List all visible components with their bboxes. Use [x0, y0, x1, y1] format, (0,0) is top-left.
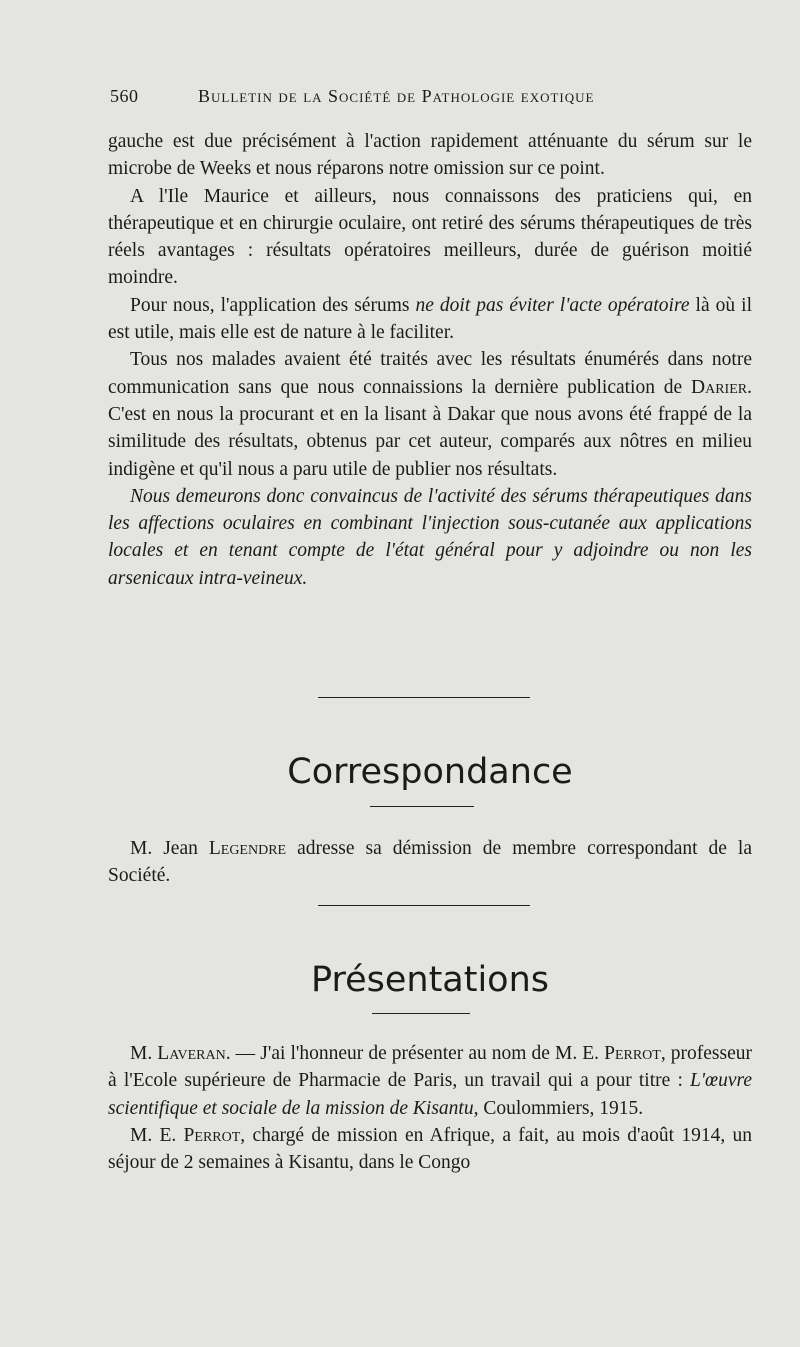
text-run: M. Jean: [130, 838, 209, 859]
paragraph: [108, 346, 752, 482]
text-run: M.: [130, 1043, 158, 1064]
page-number: 560: [110, 86, 139, 106]
heading-correspondance: Correspondance: [287, 752, 573, 792]
heading-underline: [370, 806, 474, 807]
paragraph: [108, 1040, 752, 1122]
paragraph: A l'Ile Maurice et ailleurs, nous connaissons des praticiens qui, en thérapeutique et en chirurgie oculaire, ont retiré des sérums thérapeutiques de très réels avantages : résultats opératoires meilleurs, durée de guérison moitié moindre.: [108, 185, 752, 289]
work-title: L'œuvre scientifique et sociale de la mission de Kisantu: [108, 1070, 752, 1119]
emphasis-text: Nous demeurons donc convaincus de l'activité des sérums thérapeutiques dans les affections oculaires en combinant l'injection sous-cutanée aux applications locales et en tenant compte de l'état général pour y adjoindre ou non les arsenicaux intra-veineux.: [108, 485, 752, 589]
running-header: [110, 86, 670, 116]
correspondance-text: [108, 835, 752, 890]
running-title: Bulletin de la Société de Pathologie exotique: [198, 86, 595, 106]
text-run: . — J'ai l'honneur de présenter au nom de M. E.: [225, 1043, 605, 1064]
paragraph: [108, 483, 752, 592]
section-divider: [318, 905, 530, 906]
paragraph: gauche est due précisément à l'action rapidement atténuante du sérum sur le microbe de Weeks et nous réparons notre omission sur ce point.: [108, 131, 752, 180]
text-run: Pour nous, l'application des sérums: [130, 294, 416, 316]
text-run: , professeur à l'Ecole supérieure de Pharmacie de Paris, un travail qui a pour titre :: [108, 1043, 752, 1092]
member-name: Perrot: [604, 1043, 661, 1064]
section-divider: [318, 697, 530, 698]
text-run: , Coulommiers, 1915.: [473, 1097, 644, 1119]
member-name: Laveran: [157, 1043, 226, 1064]
text-run: , chargé de mission en Afrique, a fait, au mois d'août 1914, un séjour de 2 semaines à Kisantu, dans le Congo: [108, 1124, 753, 1174]
emphasis-text: ne doit pas éviter l'acte opératoire: [415, 294, 690, 316]
text-run: M. E.: [130, 1124, 184, 1146]
presentations-text: [108, 1040, 752, 1176]
paragraph: [108, 835, 752, 890]
heading-underline: [372, 1013, 470, 1014]
text-run: là où il est utile, mais elle est de nature à le faciliter.: [108, 294, 752, 344]
paragraph: [108, 1122, 752, 1177]
section-text: [108, 128, 752, 592]
member-name: Perrot: [183, 1124, 241, 1146]
paragraph: [108, 292, 752, 347]
text-run: . C'est en nous la procurant et en la lisant à Dakar que nous avons été frappé de la similitude des résultats, obtenus par cet auteur, comparés aux nôtres en milieu indigène et qu'il nous a paru utile de publier nos résultats.: [108, 376, 752, 480]
text-run: Tous nos malades avaient été traités avec les résultats énumérés dans notre communication sans que nous connaissions la dernière publication de: [108, 349, 752, 398]
text-run: adresse sa démission de membre correspondant de la Société.: [108, 838, 752, 887]
member-name: Legendre: [208, 838, 287, 859]
heading-presentations: Présentations: [310, 960, 550, 1000]
author-name: Darier: [691, 376, 748, 398]
